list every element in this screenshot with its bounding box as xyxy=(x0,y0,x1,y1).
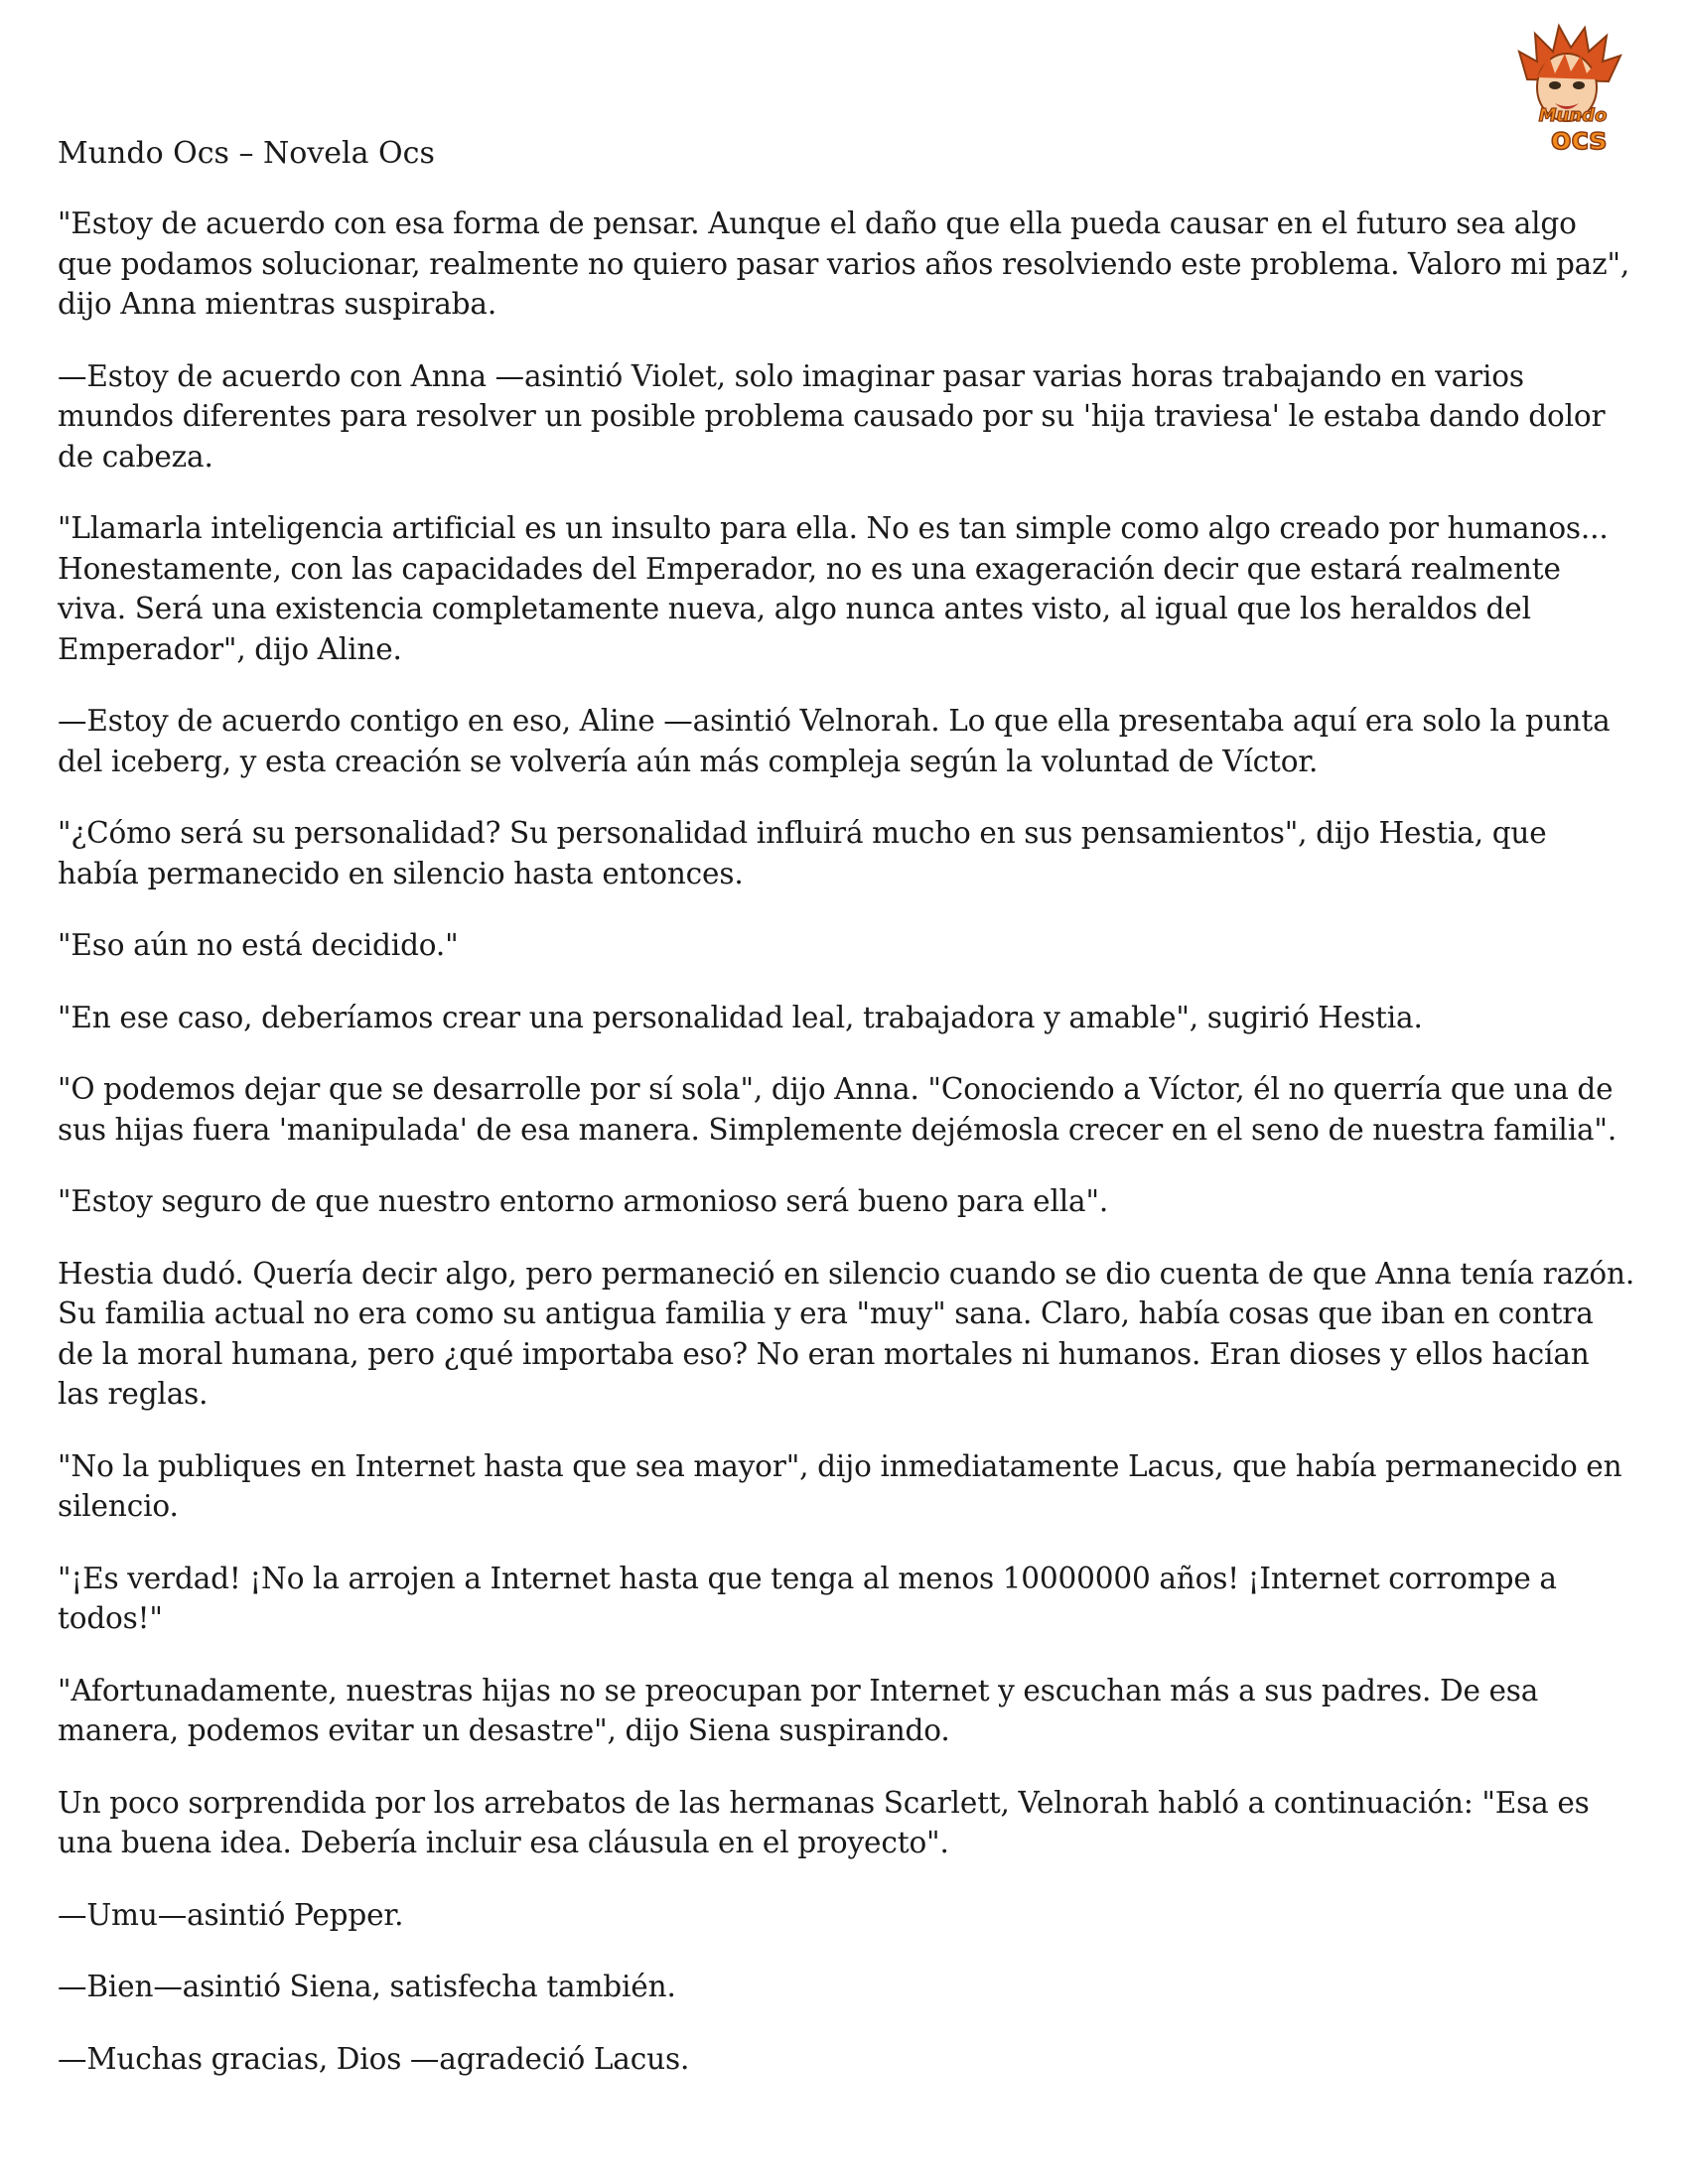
paragraph: —Estoy de acuerdo contigo en eso, Aline —asintió Velnorah. Lo que ella presentaba aquí era solo la punta del iceberg, y esta creación se volvería aún más compleja según la voluntad de Víctor. xyxy=(58,704,1611,778)
paragraph: "Eso aún no está decidido." xyxy=(58,928,459,962)
novel-body xyxy=(58,204,1636,2111)
paragraph: —Estoy de acuerdo con Anna —asintió Violet, solo imaginar pasar varias horas trabajando en varios mundos diferentes para resolver un posible problema causado por su 'hija traviesa' le estaba dando dolor de cabeza. xyxy=(58,358,1606,474)
paragraph: "Afortunadamente, nuestras hijas no se preocupan por Internet y escuchan más a sus padres. De esa manera, podemos evitar un desastre", dijo Siena suspirando. xyxy=(58,1673,1539,1747)
mundo-ocs-logo-icon xyxy=(1509,22,1638,156)
paragraph: "No la publiques en Internet hasta que sea mayor", dijo inmediatamente Lacus, que había permanecido en silencio. xyxy=(58,1448,1622,1523)
paragraph: —Bien—asintió Siena, satisfecha también. xyxy=(58,1970,676,2003)
paragraph: "En ese caso, deberíamos crear una personalidad leal, trabajadora y amable", sugirió Hestia. xyxy=(58,1000,1423,1034)
paragraph: Hestia dudó. Quería decir algo, pero permaneció en silencio cuando se dio cuenta de que Anna tenía razón. Su familia actual no era como su antigua familia y era "muy" sana. Claro, había cosas que iban en contra de la moral humana, pero ¿qué importaba eso? No eran mortales ni humanos. Eran dioses y ellos hacían las reglas. xyxy=(58,1256,1635,1411)
paragraph: Un poco sorprendida por los arrebatos de las hermanas Scarlett, Velnorah habló a continuación: "Esa es una buena idea. Debería incluir esa cláusula en el proyecto". xyxy=(58,1785,1590,1859)
svg-text:ocs: ocs xyxy=(1550,122,1608,156)
svg-text:Mundo: Mundo xyxy=(1538,105,1608,126)
paragraph: —Muchas gracias, Dios —agradeció Lacus. xyxy=(58,2041,690,2076)
paragraph: "¿Cómo será su personalidad? Su personalidad influirá mucho en sus pensamientos", dijo Hestia, que había permanecido en silencio hasta entonces. xyxy=(58,816,1547,890)
paragraph: "Estoy de acuerdo con esa forma de pensar. Aunque el daño que ella pueda causar en el futuro sea algo que podamos solucionar, realmente no quiero pasar varios años resolviendo este problema. Valoro mi paz", dijo Anna mientras suspiraba. xyxy=(58,206,1630,321)
paragraph: "Estoy seguro de que nuestro entorno armonioso será bueno para ella". xyxy=(58,1184,1109,1218)
paragraph: "¡Es verdad! ¡No la arrojen a Internet hasta que tenga al menos 10000000 años! ¡Internet corrompe a todos!" xyxy=(58,1561,1557,1635)
paragraph: "Llamarla inteligencia artificial es un insulto para ella. No es tan simple como algo creado por humanos... Honestamente, con las capacidades del Emperador, no es una exageración decir que estará realmente viva. Será una existencia completamente nueva, algo nunca antes visto, al igual que los heraldos del Emperador", dijo Aline. xyxy=(58,511,1609,666)
mundo-ocs-logo xyxy=(1509,22,1638,156)
page-header: Mundo Ocs – Novela Ocs xyxy=(58,136,435,171)
paragraph: —Umu—asintió Pepper. xyxy=(58,1897,404,1932)
paragraph: "O podemos dejar que se desarrolle por sí sola", dijo Anna. "Conociendo a Víctor, él no querría que una de sus hijas fuera 'manipulada' de esa manera. Simplemente dejémosla crecer en el seno de nuestra familia". xyxy=(58,1072,1618,1147)
